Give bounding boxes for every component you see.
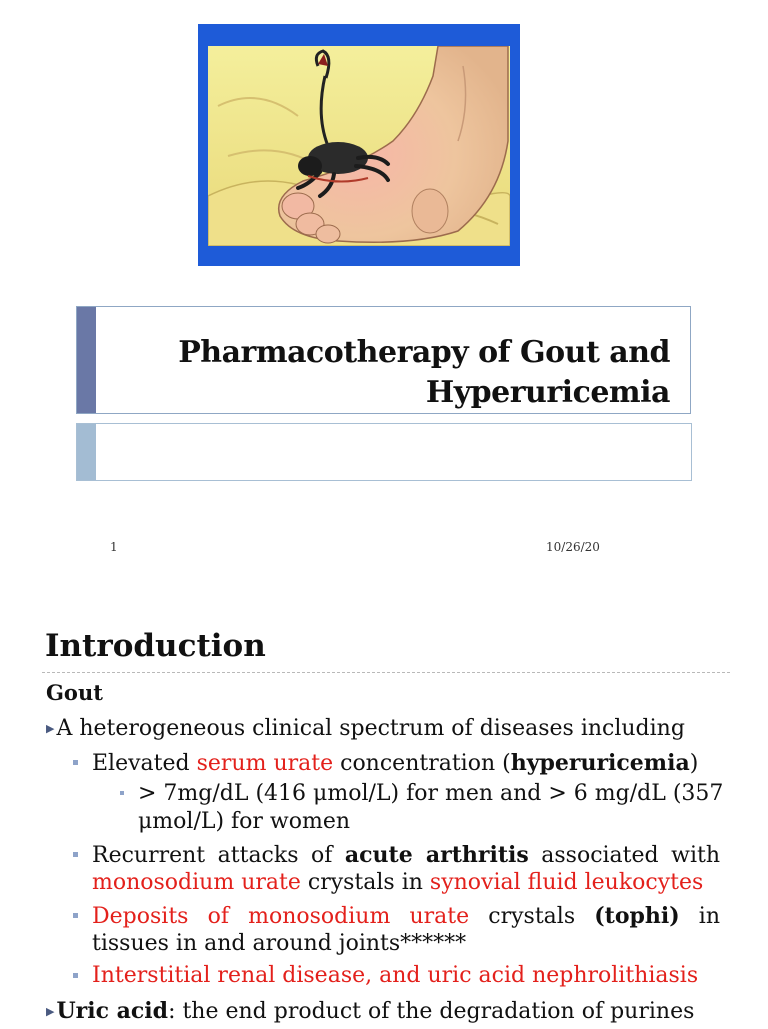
bullet-heterogeneous: ▶A heterogeneous clinical spectrum of diseases including	[46, 716, 685, 741]
triangle-bullet-icon: ▶	[46, 722, 55, 735]
small-square-bullet-icon	[120, 791, 124, 795]
square-bullet-icon	[73, 973, 78, 978]
subtitle-box	[76, 423, 692, 481]
title-accent-bar	[77, 307, 96, 413]
bullet-renal-disease: Interstitial renal disease, and uric acid nephrolithiasis	[92, 963, 699, 988]
square-bullet-icon	[73, 852, 78, 857]
bullet-acute-arthritis-line1: Recurrent attacks of acute arthritis associated with	[92, 842, 720, 868]
title-line-1: Pharmacotherapy of Gout and	[178, 335, 670, 370]
square-bullet-icon	[73, 913, 78, 918]
bullet-acute-arthritis-line2: monosodium urate crystals in synovial fluid leukocytes	[92, 870, 704, 895]
bullet-uric-acid: ▶Uric acid: the end product of the degradation of purines	[46, 998, 695, 1024]
bullet-serum-urate: Elevated serum urate concentration (hyperuricemia)	[92, 750, 699, 776]
slide-number: 1	[110, 540, 118, 554]
square-bullet-icon	[73, 760, 78, 765]
subtitle-accent-bar	[77, 424, 96, 480]
triangle-bullet-icon: ▶	[46, 1005, 55, 1018]
introduction-title: Introduction	[45, 628, 266, 664]
gout-devil-illustration	[208, 46, 510, 246]
slide-date: 10/26/20	[546, 540, 600, 554]
title-line-2: Hyperuricemia	[425, 375, 670, 410]
bullet-tophi-line2: tissues in and around joints******	[92, 931, 467, 956]
title-divider	[42, 672, 730, 673]
slide-title	[150, 333, 670, 413]
bullet-threshold-line2: μmol/L) for women	[138, 809, 351, 834]
gout-cartoon-image	[198, 24, 520, 266]
bullet-threshold-line1: > 7mg/dL (416 μmol/L) for men and > 6 mg/dL (357	[138, 781, 724, 806]
bullet-tophi-line1: Deposits of monosodium urate crystals (tophi) in	[92, 903, 720, 929]
gout-heading: Gout	[46, 680, 103, 705]
title-box	[76, 306, 691, 414]
